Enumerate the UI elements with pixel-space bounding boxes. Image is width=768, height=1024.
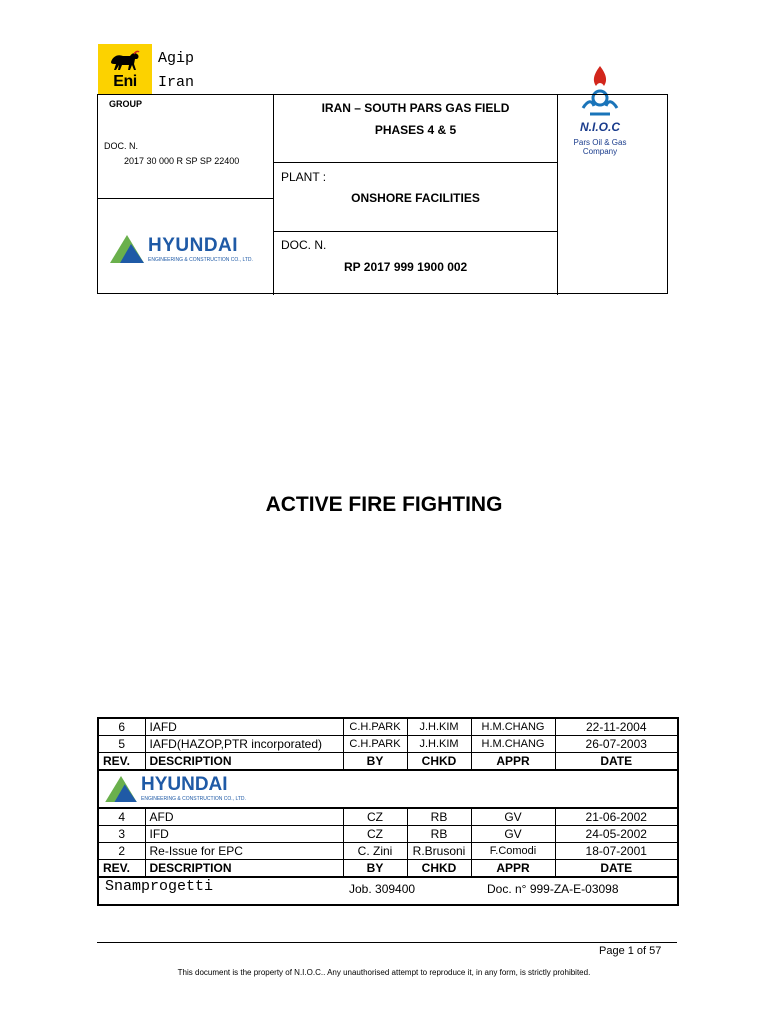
hyundai-name: HYUNDAI [148, 235, 239, 256]
project-line2: PHASES 4 & 5 [374, 123, 457, 137]
description-cell: Re-Issue for EPC [145, 843, 343, 860]
by-cell: C. Zini [343, 843, 407, 860]
appr-cell: GV [471, 808, 555, 826]
header-description: DESCRIPTION [145, 860, 343, 878]
hyundai-logo-row [98, 770, 678, 808]
rev-cell: 5 [98, 736, 145, 753]
by-cell: CZ [343, 826, 407, 843]
eni-logo [98, 44, 152, 94]
header-appr: APPR [471, 753, 555, 771]
description-cell: IAFD [145, 718, 343, 736]
eni-logo-text: Eni [113, 73, 137, 90]
description-cell: IAFD(HAZOP,PTR incorporated) [145, 736, 343, 753]
rev-cell: 4 [98, 808, 145, 826]
header-box [97, 94, 668, 294]
header-appr: APPR [471, 860, 555, 878]
date-cell: 22-11-2004 [555, 718, 678, 736]
table-header-row [98, 860, 678, 878]
six-legged-dog-icon [108, 50, 142, 72]
plant-value: ONSHORE FACILITIES [351, 191, 480, 205]
table-row [98, 843, 678, 860]
table-row [98, 808, 678, 826]
project-line1: IRAN – SOUTH PARS GAS FIELD [321, 101, 510, 115]
plant-label: PLANT : [281, 170, 327, 184]
chkd-cell: RB [407, 808, 471, 826]
snamprogetti-label: Snamprogetti [105, 878, 214, 895]
hyundai-subtitle: ENGINEERING & CONSTRUCTION CO., LTD. [148, 257, 253, 263]
by-cell: C.H.PARK [343, 736, 407, 753]
header-chkd: CHKD [407, 860, 471, 878]
page-number: Page 1 of 57 [599, 945, 662, 957]
description-cell: IFD [145, 826, 343, 843]
hyundai-subtitle: ENGINEERING & CONSTRUCTION CO., LTD. [141, 796, 246, 802]
footer-divider [97, 942, 677, 943]
iran-label: Iran [158, 74, 195, 91]
hyundai-triangle-icon [110, 235, 144, 263]
header-chkd: CHKD [407, 753, 471, 771]
appr-cell: F.Comodi [471, 843, 555, 860]
header-by: BY [343, 860, 407, 878]
header-description: DESCRIPTION [145, 753, 343, 771]
hyundai-name: HYUNDAI [141, 774, 228, 795]
chkd-cell: J.H.KIM [407, 718, 471, 736]
doc-label-left: DOC. N. [104, 141, 139, 151]
header-by: BY [343, 753, 407, 771]
doc-number-right: RP 2017 999 1900 002 [344, 260, 468, 274]
header-date: DATE [555, 753, 678, 771]
rev-cell: 2 [98, 843, 145, 860]
nioc-subtitle: Pars Oil & Gas Company [573, 138, 627, 156]
snamprogetti-row [98, 877, 678, 905]
agip-label: Agip [158, 50, 195, 67]
job-number: Job. 309400 [349, 882, 416, 896]
date-cell: 26-07-2003 [555, 736, 678, 753]
hyundai-triangle-icon [105, 776, 137, 802]
table-row [98, 718, 678, 736]
by-cell: CZ [343, 808, 407, 826]
appr-cell: H.M.CHANG [471, 718, 555, 736]
appr-cell: GV [471, 826, 555, 843]
doc-reference: Doc. n° 999-ZA-E-03098 [487, 882, 619, 896]
header-date: DATE [555, 860, 678, 878]
rev-cell: 6 [98, 718, 145, 736]
header-rev: REV. [98, 860, 145, 878]
rev-cell: 3 [98, 826, 145, 843]
table-row [98, 736, 678, 753]
document-title: ACTIVE FIRE FIGHTING [265, 493, 503, 516]
nioc-name: N.I.O.C [579, 120, 620, 134]
doc-label-right: DOC. N. [281, 238, 327, 252]
table-header-row [98, 753, 678, 771]
revision-table [97, 717, 679, 906]
hyundai-logo [105, 774, 255, 806]
date-cell: 24-05-2002 [555, 826, 678, 843]
chkd-cell: RB [407, 826, 471, 843]
appr-cell: H.M.CHANG [471, 736, 555, 753]
date-cell: 18-07-2001 [555, 843, 678, 860]
chkd-cell: R.Brusoni [407, 843, 471, 860]
description-cell: AFD [145, 808, 343, 826]
table-row [98, 826, 678, 843]
header-rev: REV. [98, 753, 145, 771]
by-cell: C.H.PARK [343, 718, 407, 736]
group-label: GROUP [109, 99, 143, 109]
hyundai-logo [110, 233, 260, 267]
date-cell: 21-06-2002 [555, 808, 678, 826]
doc-number-left: 2017 30 000 R SP SP 22400 [124, 156, 240, 166]
chkd-cell: J.H.KIM [407, 736, 471, 753]
copyright-notice: This document is the property of N.I.O.C.. Any unauthorised attempt to reproduce it, in any form, is strictly prohibited. [177, 968, 591, 977]
